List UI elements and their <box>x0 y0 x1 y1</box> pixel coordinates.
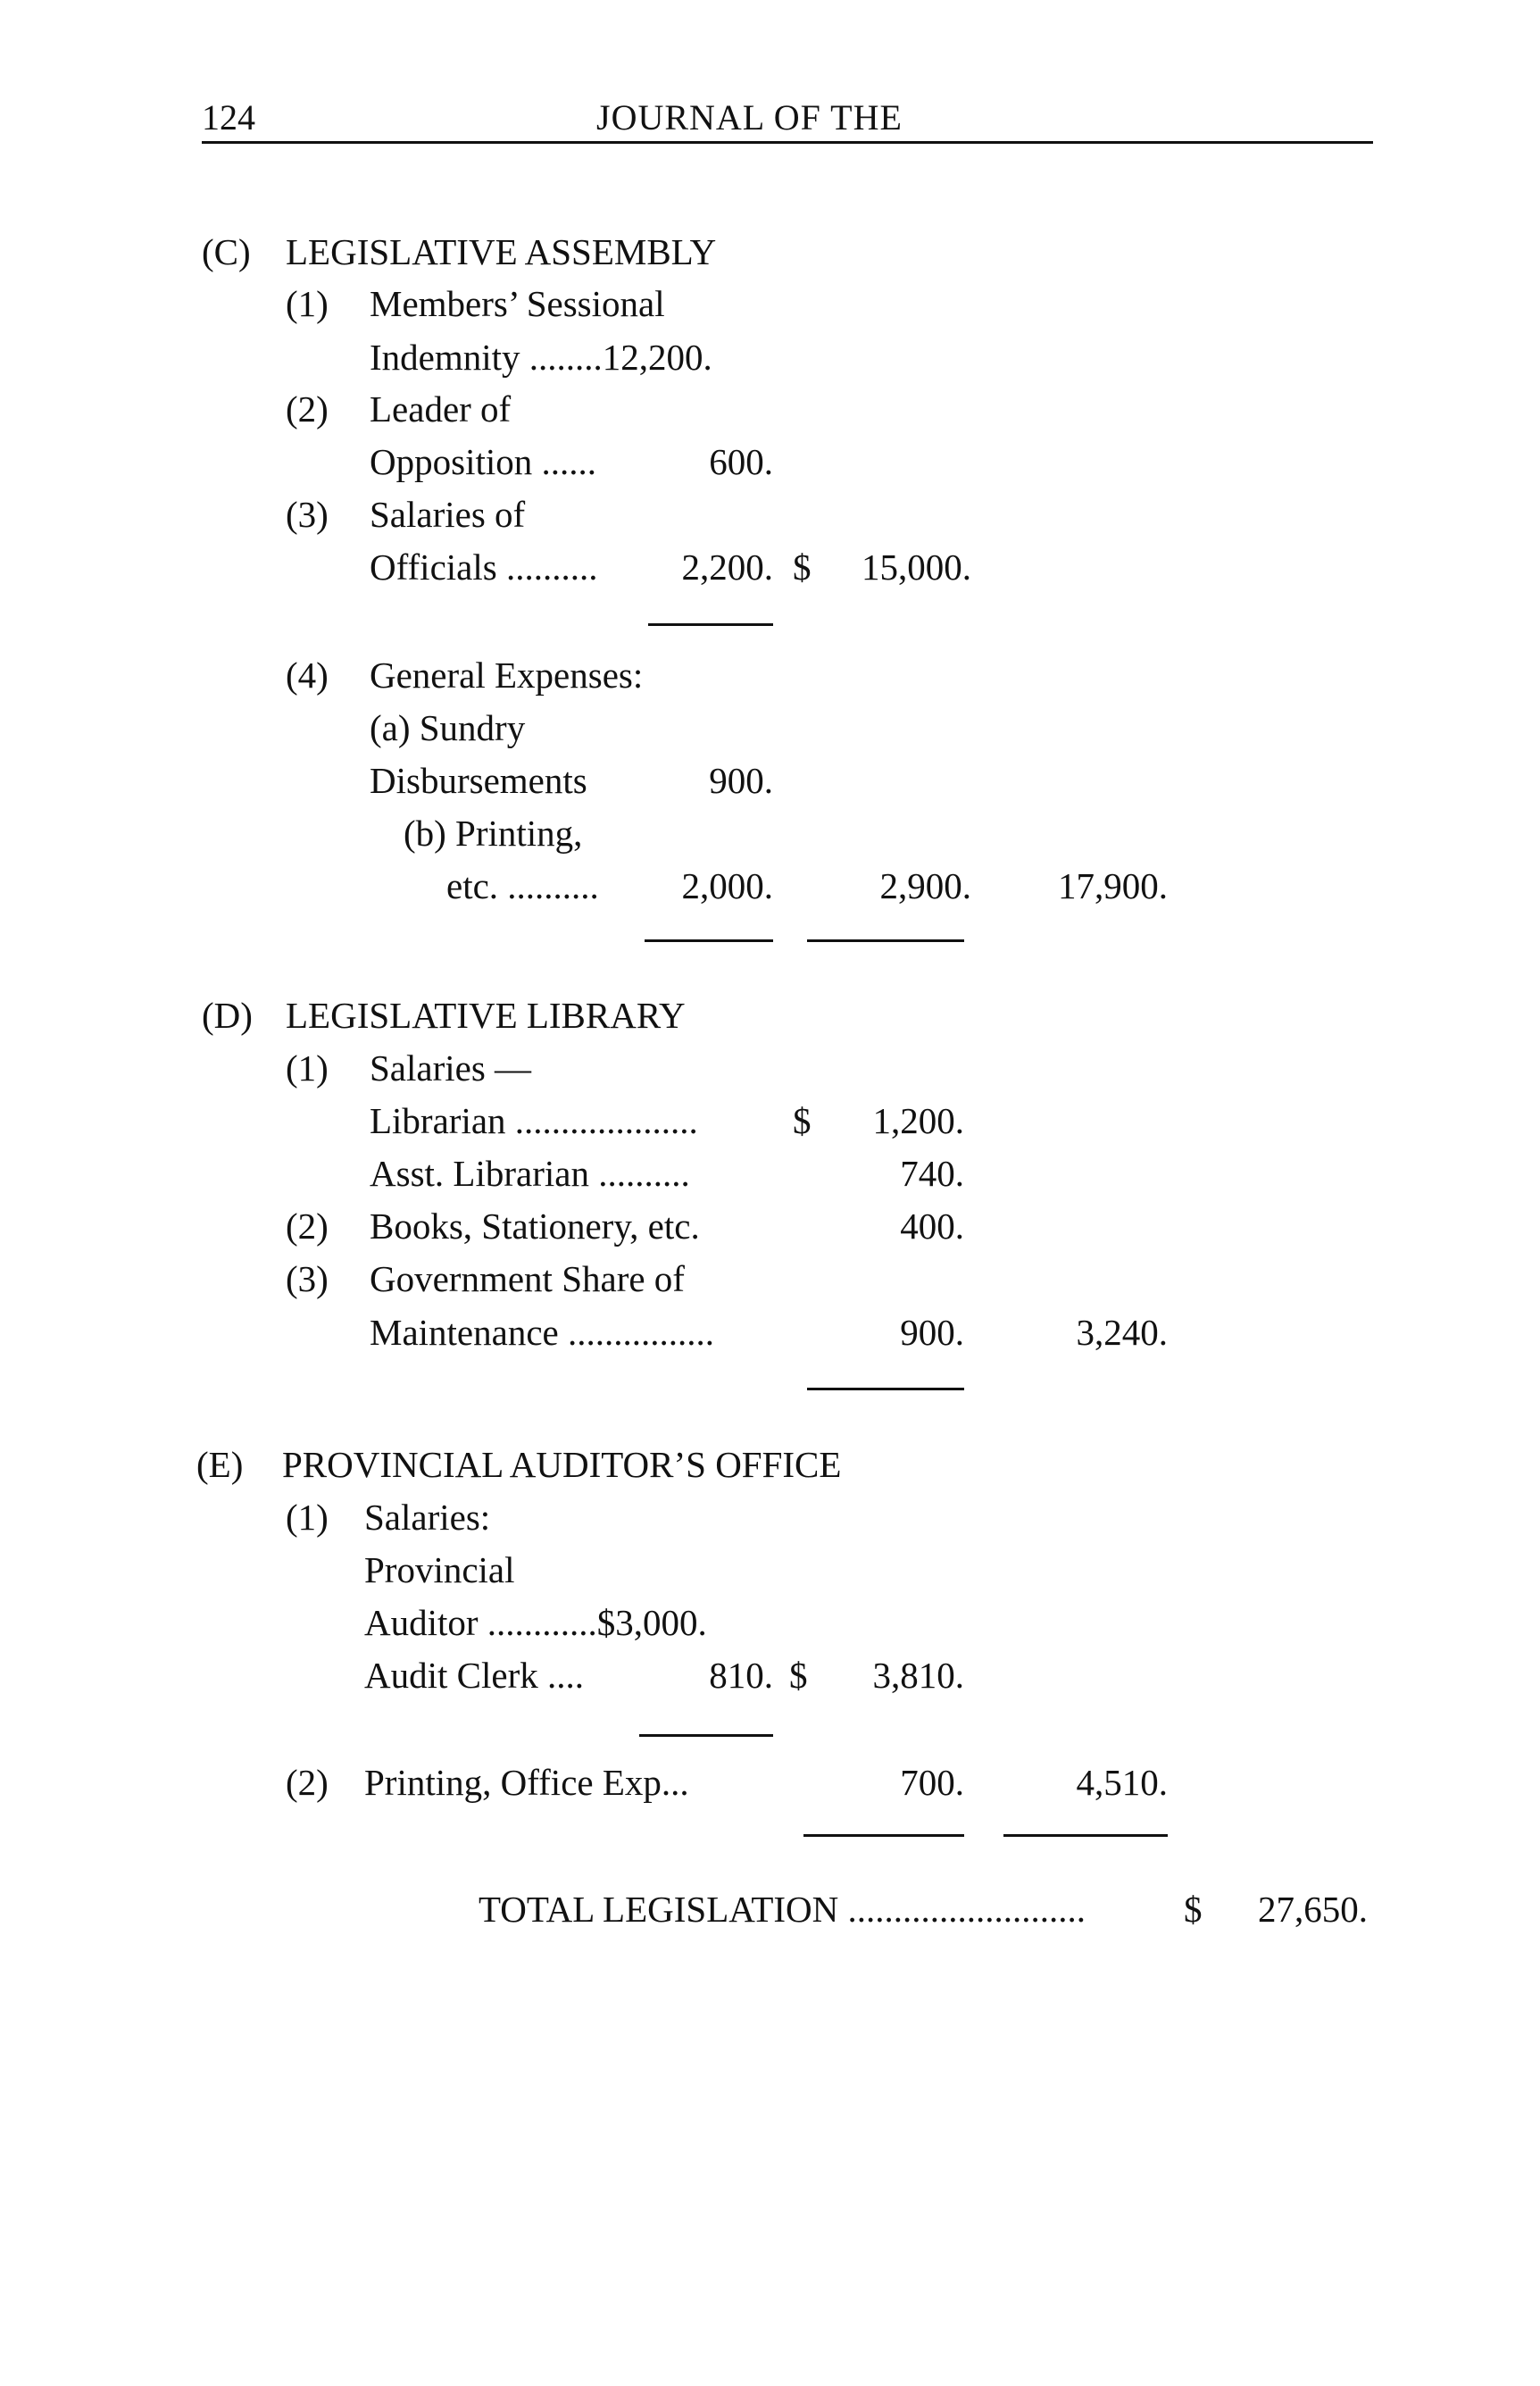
d-item1-number: (1) <box>286 1047 329 1089</box>
c-item3-subtotal: 15,000. <box>862 546 971 588</box>
e-item1-number: (1) <box>286 1497 329 1538</box>
c-total: 17,900. <box>1058 865 1168 906</box>
d-item3-number: (3) <box>286 1258 329 1299</box>
c-item2-amount: 600. <box>709 441 773 482</box>
c-item4b-line2: etc. .......... <box>446 865 599 906</box>
c-item4-number: (4) <box>286 655 329 696</box>
e-item1-line1: Salaries: <box>364 1497 491 1538</box>
d-librarian: Librarian .................... <box>370 1100 698 1141</box>
c-item4-subtotal: 2,900. <box>879 865 971 906</box>
section-e-title: PROVINCIAL AUDITOR’S OFFICE <box>282 1444 842 1485</box>
c-item1-line1: Members’ Sessional <box>370 283 665 324</box>
e-item2-amount: 700. <box>900 1762 964 1803</box>
e-item2-number: (2) <box>286 1762 329 1803</box>
c-item3-line1: Salaries of <box>370 494 526 535</box>
c-rule-left <box>645 939 773 942</box>
d-item3-line2: Maintenance ................ <box>370 1312 714 1353</box>
c-item4-line1: General Expenses: <box>370 655 644 696</box>
c-item4a-line2: Disbursements <box>370 760 587 801</box>
c-item4a-amount: 900. <box>709 760 773 801</box>
d-item3-line1: Government Share of <box>370 1258 685 1299</box>
c-item3-dollar: $ <box>793 546 812 588</box>
page-number: 124 <box>202 97 255 138</box>
e-auditor: Auditor ............$3,000. <box>364 1602 707 1643</box>
e-audit-clerk: Audit Clerk .... <box>364 1655 584 1696</box>
d-item1-line1: Salaries — <box>370 1047 532 1089</box>
d-total-rule <box>807 1388 964 1390</box>
e-rule-left <box>803 1834 964 1837</box>
c-item4a-line1: (a) Sundry <box>370 707 526 748</box>
running-title: JOURNAL OF THE <box>596 97 903 138</box>
c-item3-number: (3) <box>286 494 329 535</box>
section-c-title: LEGISLATIVE ASSEMBLY <box>286 231 717 272</box>
e-clerk-dollar: $ <box>789 1655 808 1696</box>
e-clerk-subtotal: 3,810. <box>872 1655 964 1696</box>
grand-total-dollar: $ <box>1184 1889 1203 1930</box>
d-asst-librarian: Asst. Librarian .......... <box>370 1153 690 1194</box>
d-item3-amount: 900. <box>900 1312 964 1353</box>
c-rule-right <box>807 939 964 942</box>
c-item3-amount: 2,200. <box>681 546 773 588</box>
section-d-label: (D) <box>202 995 253 1036</box>
c-item3-line2: Officials .......... <box>370 546 598 588</box>
section-c-label: (C) <box>202 231 251 272</box>
section-e-label: (E) <box>196 1444 244 1485</box>
section-d-title: LEGISLATIVE LIBRARY <box>286 995 686 1036</box>
e-subtotal-rule <box>639 1734 773 1737</box>
c-item2-line2: Opposition ...... <box>370 441 596 482</box>
c-item4b-amount: 2,000. <box>681 865 773 906</box>
e-total: 4,510. <box>1076 1762 1168 1803</box>
d-item2-amount: 400. <box>900 1206 964 1247</box>
c-subtotal-rule <box>648 623 773 626</box>
d-total: 3,240. <box>1076 1312 1168 1353</box>
c-item2-number: (2) <box>286 388 329 430</box>
d-item2-line1: Books, Stationery, etc. <box>370 1206 700 1247</box>
c-item2-line1: Leader of <box>370 388 512 430</box>
grand-total-amount: 27,650. <box>1258 1889 1368 1930</box>
e-rule-right <box>1003 1834 1168 1837</box>
d-librarian-dollar: $ <box>793 1100 812 1141</box>
e-item2-line1: Printing, Office Exp... <box>364 1762 689 1803</box>
e-item1-line2: Provincial <box>364 1549 515 1590</box>
e-clerk-amount: 810. <box>709 1655 773 1696</box>
d-asst-amount: 740. <box>900 1153 964 1194</box>
c-item1-number: (1) <box>286 283 329 324</box>
d-librarian-amount: 1,200. <box>872 1100 964 1141</box>
grand-total-label: TOTAL LEGISLATION .......................... <box>479 1889 1086 1930</box>
header-rule <box>202 141 1373 144</box>
c-item4b-line1: (b) Printing, <box>404 813 583 854</box>
d-item2-number: (2) <box>286 1206 329 1247</box>
c-item1-line2: Indemnity ........12,200. <box>370 337 712 378</box>
